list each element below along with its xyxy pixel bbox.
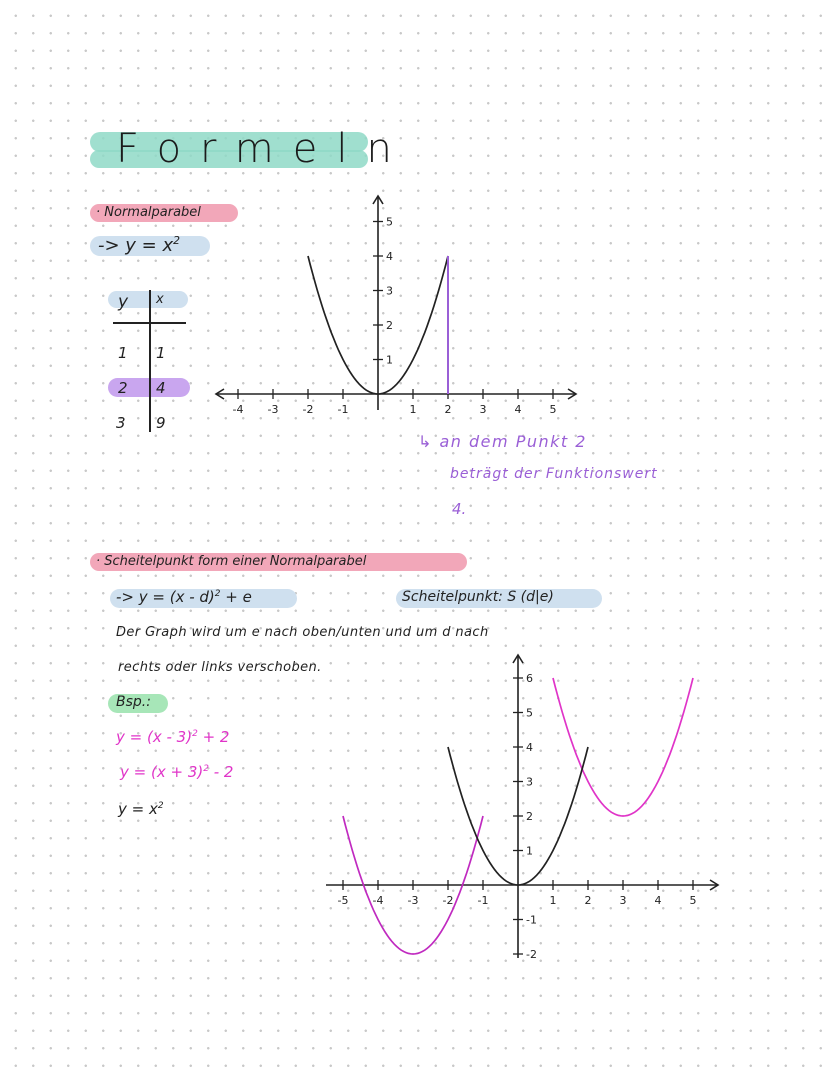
table-header-y: y [118, 292, 129, 312]
page-title: Formeln [116, 126, 411, 172]
description-line2: rechts oder links verschoben. [118, 660, 322, 675]
example-2-exp: 2 [203, 764, 209, 774]
formula2-exp: 2 [214, 589, 221, 599]
x-tick-label: 2 [444, 403, 452, 416]
x-tick-label: -3 [407, 894, 419, 907]
table-row3-y: 3 [116, 414, 126, 432]
x-tick-label: 1 [549, 894, 557, 907]
table-row2-x: 4 [156, 379, 166, 397]
example-3-a: y = x [118, 800, 158, 818]
y-tick-label: 4 [386, 250, 393, 263]
example-2-b: - 2 [208, 763, 234, 781]
table-row1-y: 1 [118, 344, 128, 362]
table-row1-x: 1 [156, 344, 166, 362]
vertex-label: Scheitelpunkt: S (d|e) [402, 589, 554, 605]
x-tick-label: -3 [267, 403, 279, 416]
x-tick-label: 4 [514, 403, 522, 416]
table-row3-x: 9 [156, 414, 166, 432]
x-tick-label: 5 [549, 403, 557, 416]
annotation-line3: 4. [452, 500, 467, 518]
x-tick-label: 2 [584, 894, 592, 907]
y-tick-label: 5 [386, 215, 393, 229]
y-tick-label: 5 [526, 706, 533, 720]
x-tick-label: -1 [477, 894, 489, 907]
section1-heading: · Normalparabel [96, 205, 201, 220]
y-tick-label: 3 [386, 284, 393, 298]
x-tick-label: -4 [232, 403, 244, 416]
x-tick-label: 3 [479, 403, 487, 416]
x-tick-label: -2 [442, 894, 454, 907]
formula1-exp: 2 [173, 234, 181, 247]
annotation-line2: beträgt der Funktionswert [450, 466, 658, 482]
formula2-text-a: -> y = (x - d) [116, 588, 215, 606]
y-tick-label: -1 [526, 913, 537, 927]
y-tick-label: 1 [526, 844, 533, 858]
description-line1: Der Graph wird um e nach oben/unten und um d nach [116, 625, 489, 640]
example-3-exp: 2 [157, 801, 164, 811]
formula2-text-b: + e [220, 588, 252, 606]
y-tick-label: 2 [386, 319, 393, 332]
table-header-x: x [156, 292, 164, 307]
y-tick-label: 6 [526, 672, 533, 685]
example-label: Bsp.: [116, 694, 151, 710]
x-tick-label: -2 [302, 403, 314, 416]
formula1-text: -> y = x [98, 235, 174, 256]
section2-heading: · Scheitelpunkt form einer Normalparabel [96, 554, 367, 569]
y-tick-label: -2 [526, 948, 537, 961]
y-tick-label: 2 [526, 810, 533, 823]
y-tick-label: 3 [526, 775, 533, 789]
x-tick-label: 5 [689, 894, 697, 907]
y-tick-label: 1 [386, 353, 393, 367]
x-tick-label: 4 [654, 894, 662, 907]
example-1-a: y = (x - 3) [116, 728, 193, 746]
example-2-a: y = (x + 3) [120, 763, 204, 781]
x-tick-label: -1 [337, 403, 349, 416]
x-tick-label: -5 [337, 894, 349, 907]
table-row2-y: 2 [118, 379, 128, 397]
x-tick-label: 1 [409, 403, 417, 416]
example-1-exp: 2 [192, 729, 198, 739]
x-tick-label: 3 [619, 894, 627, 907]
annotation-line1: ↳ an dem Punkt 2 [418, 432, 587, 451]
example-1-b: + 2 [197, 728, 230, 746]
y-tick-label: 4 [526, 741, 533, 754]
x-tick-label: -4 [372, 894, 384, 907]
